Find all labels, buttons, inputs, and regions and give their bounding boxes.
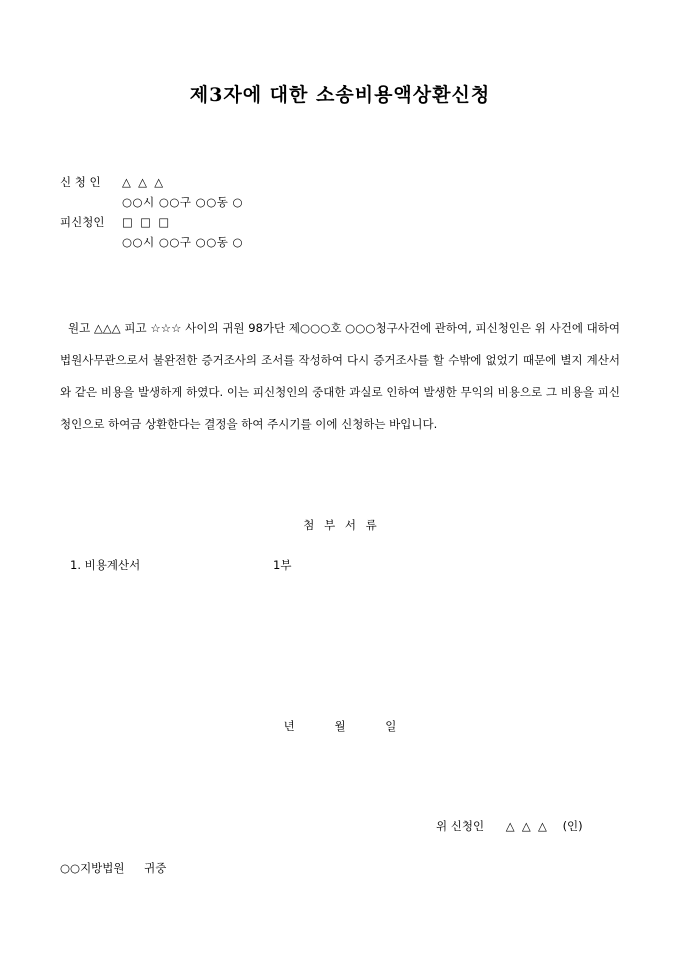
document-title: 제3자에 대한 소송비용액상환신청 [189,84,491,106]
date-line [0,718,680,734]
respondent-row [60,214,169,230]
signature-name: △ △ △ [505,819,547,833]
date-year: 년 [283,719,295,733]
attachment-qty: 1부 [273,558,292,572]
heading-char: 부 [324,518,336,532]
respondent-address: ○○시 ○○구 ○○동 ○ [122,235,244,249]
date-day: 일 [385,719,397,733]
applicant-address: ○○시 ○○구 ○○동 ○ [122,195,244,209]
signature-line [436,818,583,834]
body-paragraph: 원고 △△△ 피고 ☆☆☆ 사이의 귀원 98가단 제○○○호 ○○○청구사건에 관하여, 피신청인은 위 사건에 대하여 법원사무관으로서 불완전한 증거조사의 조서를 작성하여 다시 증거조사를 할 수밖에 없었기 때문에 별지 계산서와 같은 비용을 발생하게 하였다. 이는 피신청인의 중대한 과실로 인하여 발생한 무익의 비용으로 그 비용을 피신청인으로 하여금 상환한다는 결정을 하여 주시기를 이에 신청하는 바입니다. [60,321,620,431]
date-month: 월 [334,719,346,733]
heading-char: 첨 [303,518,315,532]
attachment-number: 1. [70,558,81,572]
court-addressee [60,860,166,876]
applicant-row [60,174,163,190]
signature-prefix: 위 신청인 [436,819,485,833]
attachments-heading [0,517,680,533]
applicant-label: 신 청 인 [60,175,101,189]
court-suffix: 귀중 [144,861,167,875]
attachment-item [70,557,140,573]
applicant-name: △ △ △ [122,175,164,189]
court-name: ○○지방법원 [60,861,125,875]
heading-char: 서 [344,518,356,532]
heading-char: 류 [365,518,377,532]
seal-mark: (인) [562,819,583,833]
attachment-name: 비용계산서 [84,558,141,572]
respondent-label: 피신청인 [60,215,105,229]
respondent-name: □ □ □ [122,215,170,229]
application-body [60,312,620,440]
